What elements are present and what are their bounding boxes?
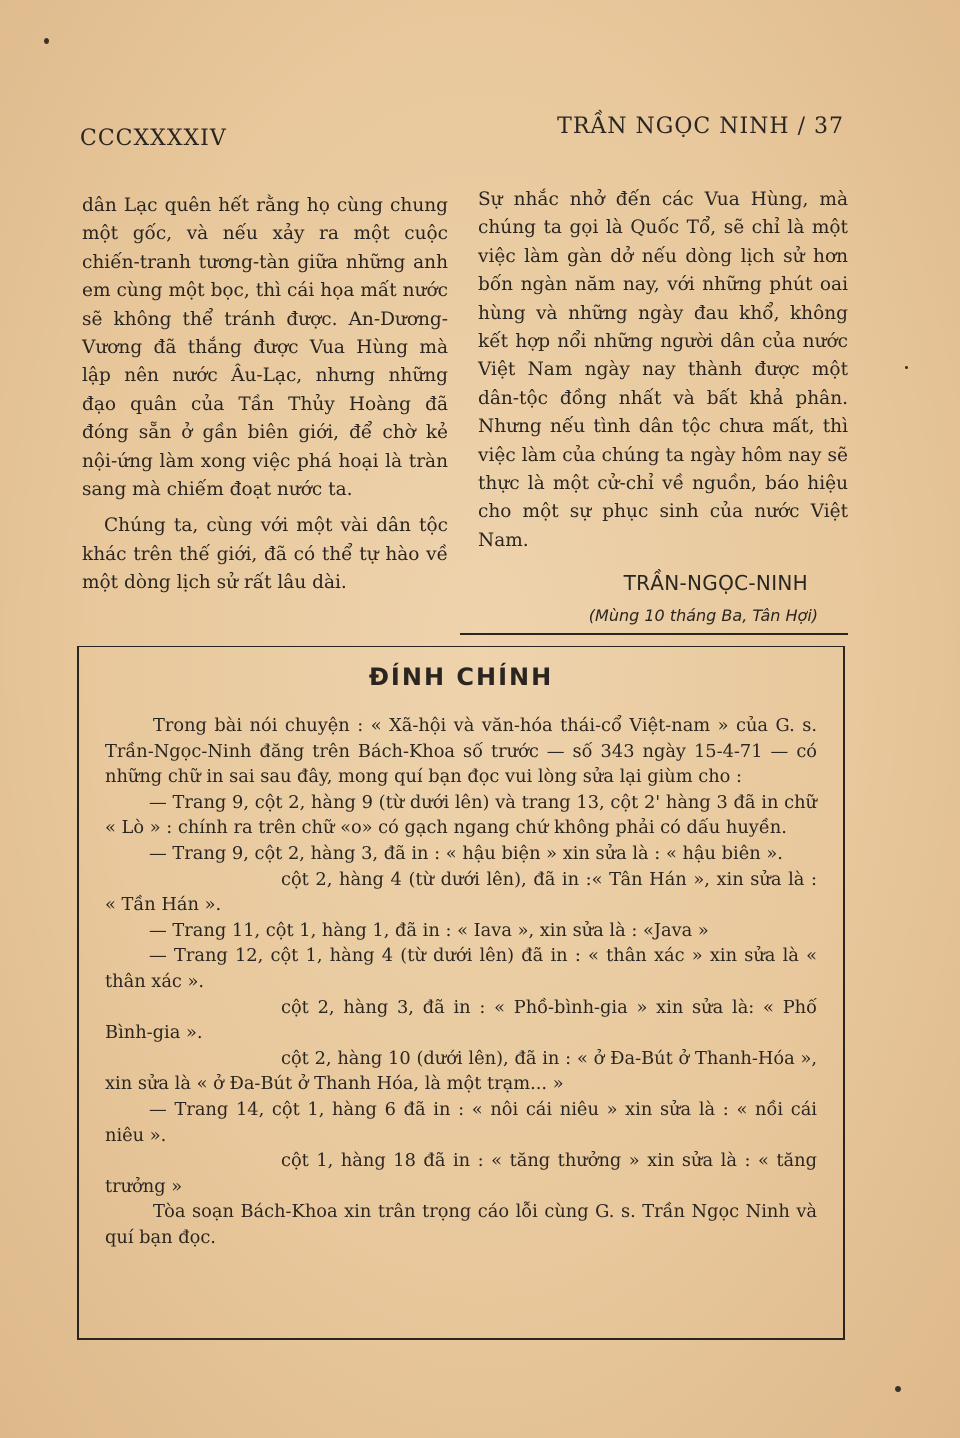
errata-item: — Trang 11, cột 1, hàng 1, đã in : « Iava », xin sửa là : «Java »	[149, 919, 709, 941]
right-column	[478, 186, 848, 630]
errata-box	[77, 646, 845, 1340]
right-paragraph-1: Sự nhắc nhở đến các Vua Hùng, mà chúng ta gọi là Quốc Tổ, sẽ chỉ là một việc làm gàn dở nếu dòng lịch sử hơn bốn ngàn năm nay, với những phút oai hùng và những ngày đau khổ, không kết hợp nổi những người dân của nước Việt Nam ngày nay thành được một dân-tộc đồng nhất và bất khả phân. Nhưng nếu tình dân tộc chưa mất, thì việc làm của chúng ta ngày hôm nay sẽ thực là một cử-chỉ về nguồn, báo hiệu cho một sự phục sinh của nước Việt Nam.	[478, 189, 848, 551]
dateline: (Mùng 10 tháng Ba, Tân Hợi)	[588, 605, 818, 625]
errata-item: cột 2, hàng 4 (từ dưới lên), đã in :« Tân Hán », xin sửa là : « Tần Hán ».	[105, 868, 817, 916]
errata-item: — Trang 9, cột 2, hàng 9 (từ dưới lên) và trang 13, cột 2' hàng 3 đã in chữ « Lò » : chính ra trên chữ «o» có gạch ngang chứ không phải có dấu huyền.	[105, 791, 817, 839]
errata-closing: Tòa soạn Bách-Khoa xin trân trọng cáo lỗi cùng G. s. Trần Ngọc Ninh và quí bạn đọc.	[105, 1201, 817, 1248]
errata-body	[105, 713, 817, 1250]
left-paragraph-1: dân Lạc quên hết rằng họ cùng chung một gốc, và nếu xảy ra một cuộc chiến-tranh tương-tàn giữa những anh em cùng một bọc, thì cái họa mất nước sẽ không thể tránh được. An-Dương-Vương đã thắng được Vua Hùng mà lập nên nước Âu-Lạc, nhưng những đạo quân của Tần Thủy Hoàng đã đóng sẵn ở gần biên giới, để chờ kẻ nội-ứng làm xong việc phá hoại là tràn sang mà chiếm đoạt nước ta.	[82, 195, 448, 501]
page-section-number: CCCXXXXIV	[80, 126, 227, 151]
left-column	[82, 192, 448, 598]
section-divider	[460, 633, 848, 635]
errata-item: cột 2, hàng 10 (dưới lên), đã in : « ở Đa-Bút ở Thanh-Hóa », xin sửa là « ở Đa-Bút ở Thanh Hóa, là một trạm... »	[105, 1047, 817, 1095]
errata-item: — Trang 14, cột 1, hàng 6 đã in : « nôi cái niêu » xin sửa là : « nồi cái niêu ».	[105, 1098, 817, 1146]
left-paragraph-2: Chúng ta, cùng với một vài dân tộc khác trên thế giới, đã có thể tự hào về một dòng lịch sử rất lâu dài.	[82, 515, 448, 594]
errata-intro: Trong bài nói chuyện : « Xã-hội và văn-hóa thái-cổ Việt-nam » của G. s. Trần-Ngọc-Ninh đăng trên Bách-Khoa số trước — số 343 ngày 15-4-71 — có những chữ in sai sau đây, mong quí bạn đọc vui lòng sửa lại giùm cho :	[105, 715, 817, 788]
paper-speck	[905, 366, 908, 369]
author-signature: TRẦN-NGỌC-NINH	[623, 571, 808, 596]
errata-item: — Trang 9, cột 2, hàng 3, đã in : « hậu biện » xin sửa là : « hậu biên ».	[149, 842, 783, 864]
errata-title: ĐÍNH CHÍNH	[368, 663, 554, 691]
paper-speck	[44, 38, 49, 44]
paper-speck	[895, 1386, 901, 1392]
errata-item: cột 1, hàng 18 đã in : « tăng thưởng » xin sửa là : « tăng trưởng »	[105, 1150, 817, 1197]
errata-item: cột 2, hàng 3, đã in : « Phồ-bình-gia » xin sửa là: « Phố Bình-gia ».	[105, 996, 817, 1044]
running-header: TRẦN NGỌC NINH / 37	[557, 114, 844, 139]
errata-item: — Trang 12, cột 1, hàng 4 (từ dưới lên) đã in : « thân xác » xin sửa là « thân xác ».	[105, 945, 817, 992]
